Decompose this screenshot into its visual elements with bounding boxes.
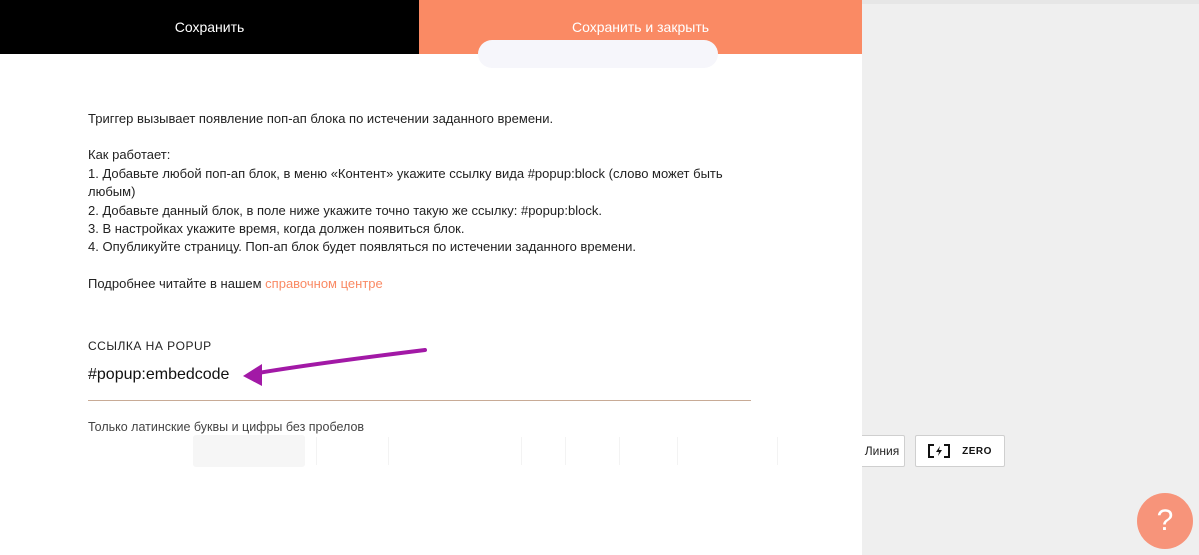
trigger-description bbox=[88, 110, 768, 293]
popup-link-input[interactable]: #popup:embedcode bbox=[88, 366, 230, 383]
more-info-line bbox=[88, 275, 768, 293]
background-separator bbox=[316, 437, 317, 465]
description-step: 4. Опубликуйте страницу. Поп-ап блок будет появляться по истечении заданного времени. bbox=[88, 239, 637, 255]
zero-label: ZERO bbox=[962, 445, 992, 457]
background-separator bbox=[677, 437, 678, 465]
help-button[interactable] bbox=[1137, 493, 1193, 549]
background-separator bbox=[777, 437, 778, 465]
background-editor-area bbox=[862, 0, 1199, 555]
background-separator bbox=[388, 437, 389, 465]
background-all-blocks-shadow bbox=[193, 435, 305, 467]
zero-block-button[interactable] bbox=[915, 435, 1005, 467]
more-info-prefix: Подробнее читайте в нашем bbox=[88, 275, 262, 291]
popup-link-hint: Только латинские буквы и цифры без пробелов bbox=[88, 420, 365, 434]
background-top-line bbox=[862, 0, 1199, 4]
help-icon: ? bbox=[1156, 504, 1174, 537]
description-step: 2. Добавьте данный блок, в поле ниже укажите точно такую же ссылку: #popup:block. bbox=[88, 202, 602, 218]
help-center-link[interactable]: справочном центре bbox=[265, 275, 383, 291]
description-how-title: Как работает: bbox=[88, 147, 171, 163]
line-label: Линия bbox=[864, 444, 900, 458]
description-intro: Триггер вызывает появление поп-ап блока по истечении заданного времени. bbox=[88, 111, 554, 126]
background-separator bbox=[565, 437, 566, 465]
background-separator bbox=[619, 437, 620, 465]
save-button[interactable]: Сохранить bbox=[0, 0, 419, 54]
background-separator bbox=[521, 437, 522, 465]
popup-link-underline bbox=[88, 400, 751, 401]
popup-link-label: ССЫЛКА НА POPUP bbox=[88, 339, 212, 353]
zero-icon bbox=[928, 444, 950, 458]
save-close-button[interactable]: Сохранить и закрыть bbox=[419, 0, 862, 54]
description-step: 3. В настройках укажите время, когда должен появиться блок. bbox=[88, 221, 465, 237]
description-step: 1. Добавьте любой поп-ап блок, в меню «Контент» укажите ссылку вида #popup:block (слово может быть любым) bbox=[88, 165, 723, 200]
background-pill-shadow bbox=[478, 40, 718, 68]
